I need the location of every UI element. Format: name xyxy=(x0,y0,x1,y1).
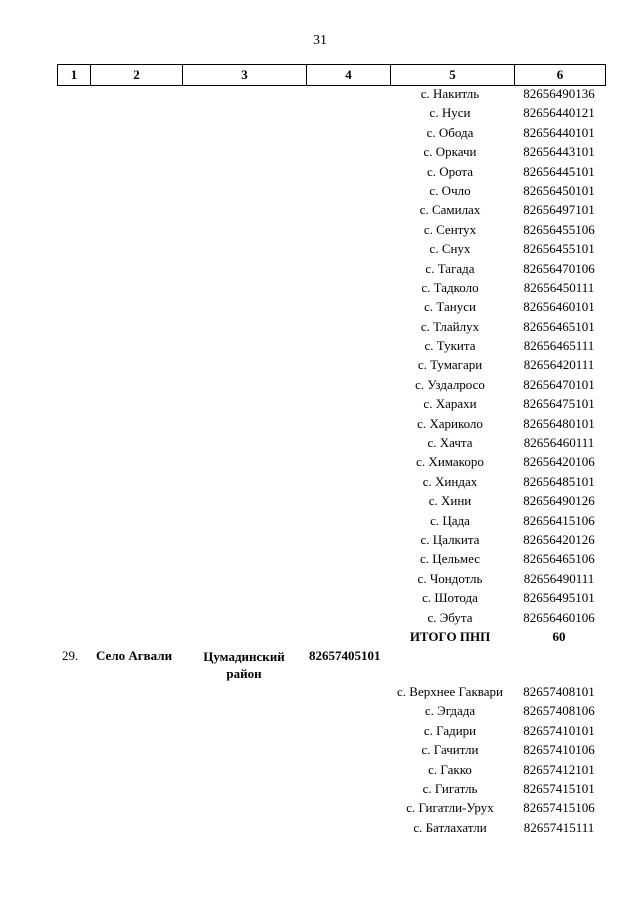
table-row xyxy=(0,610,640,629)
settlement-name: с. Оркачи xyxy=(423,144,477,160)
settlement-code: 82656420111 xyxy=(523,357,595,373)
settlement-name: с. Очло xyxy=(429,182,471,198)
settlement-code: 82656455101 xyxy=(523,241,595,257)
settlement-code: 82656465106 xyxy=(523,551,595,567)
settlement-name: с. Батлахатли xyxy=(413,819,487,835)
table-row xyxy=(0,474,640,493)
settlement-name: с. Гигатль xyxy=(422,780,478,796)
settlement-name: с. Хиндах xyxy=(422,473,478,489)
header-col-6: 6 xyxy=(515,65,606,86)
settlement-name: с. Снух xyxy=(429,241,471,257)
settlement-code: 82656440101 xyxy=(523,124,595,140)
settlement-code: 82656465101 xyxy=(523,318,595,334)
settlement-name: с. Сентух xyxy=(423,221,477,237)
settlement-name: с. Цалкита xyxy=(420,531,480,547)
settlement-code: 82656490126 xyxy=(523,493,595,509)
header-col-1: 1 xyxy=(58,65,91,86)
table-row xyxy=(0,590,640,609)
entry-district-line2: район xyxy=(226,666,262,681)
table-row xyxy=(0,513,640,532)
settlement-code: 82656470101 xyxy=(523,376,595,392)
settlement-name: с. Тануси xyxy=(424,299,476,315)
settlement-name: с. Обода xyxy=(426,124,474,140)
table-row xyxy=(0,820,640,839)
settlement-code: 82656443101 xyxy=(523,144,595,160)
settlement-name: с. Тагада xyxy=(425,260,475,276)
settlement-name: с. Тадколо xyxy=(421,279,479,295)
table-row xyxy=(0,377,640,396)
table-row xyxy=(0,703,640,722)
total-row xyxy=(0,629,640,648)
table-row xyxy=(0,319,640,338)
table-row xyxy=(0,416,640,435)
settlement-name: с. Гакко xyxy=(428,761,472,777)
table-row xyxy=(0,684,640,703)
table-row xyxy=(0,357,640,376)
table-row xyxy=(0,800,640,819)
settlement-name: с. Орота xyxy=(426,163,474,179)
table-row xyxy=(0,299,640,318)
settlement-code: 82657410101 xyxy=(523,722,595,738)
settlement-code: 82656445101 xyxy=(523,163,595,179)
settlement-name: с. Тумагари xyxy=(417,357,483,373)
table-row xyxy=(0,493,640,512)
settlement-code: 82656460101 xyxy=(523,299,595,315)
settlement-name: с. Цельмес xyxy=(420,551,480,567)
settlement-code: 82656420126 xyxy=(523,531,595,547)
entry-district-line1: Цумадинский xyxy=(203,649,285,664)
header-col-5: 5 xyxy=(391,65,515,86)
settlement-name: с. Цада xyxy=(430,512,470,528)
table-row xyxy=(0,742,640,761)
settlement-code: 82656450111 xyxy=(523,279,595,295)
entry-district xyxy=(183,648,305,682)
settlement-code: 82656465111 xyxy=(523,338,595,354)
settlement-code: 82656460111 xyxy=(523,435,595,451)
table-row xyxy=(0,571,640,590)
table-row xyxy=(0,222,640,241)
settlement-code: 82656470106 xyxy=(523,260,595,276)
entry-name: Село Агвали xyxy=(96,648,173,663)
table-row xyxy=(0,125,640,144)
settlement-name: с. Самилах xyxy=(419,202,481,218)
table-row xyxy=(0,723,640,742)
table-row xyxy=(0,551,640,570)
table-row xyxy=(0,435,640,454)
settlement-name: с. Верхнее Гаквари xyxy=(397,684,503,699)
entry-number: 29. xyxy=(62,648,79,663)
settlement-code: 82656450101 xyxy=(523,182,595,198)
settlement-code: 82656475101 xyxy=(523,396,595,412)
header-col-2: 2 xyxy=(91,65,183,86)
settlement-name: с. Гачитли xyxy=(421,742,479,758)
entry-code: 82657405101 xyxy=(309,648,381,663)
page-number: 31 xyxy=(313,33,327,48)
settlement-code: 82657410106 xyxy=(523,742,595,758)
settlement-code: 82657415111 xyxy=(523,819,595,835)
settlement-code: 82656460106 xyxy=(523,609,595,625)
table-row xyxy=(0,762,640,781)
settlement-name: с. Химакоро xyxy=(416,454,484,470)
settlement-code: 82656420106 xyxy=(523,454,595,470)
table-row xyxy=(0,164,640,183)
table-row xyxy=(0,532,640,551)
settlement-name: с. Эгдада xyxy=(424,703,476,719)
table-header xyxy=(57,64,606,86)
settlement-code: 82656440121 xyxy=(523,105,595,121)
settlement-code: 82656495101 xyxy=(523,590,595,606)
settlement-code: 82656415106 xyxy=(523,512,595,528)
settlement-code: 82656455106 xyxy=(523,221,595,237)
settlement-name: с. Хини xyxy=(428,493,472,509)
settlement-name: с. Хачта xyxy=(427,435,473,451)
settlement-list-2 xyxy=(0,684,640,839)
settlement-list xyxy=(0,86,640,648)
settlement-code: 82657415101 xyxy=(523,780,595,796)
settlement-code: 82656490136 xyxy=(523,86,595,101)
settlement-code: 82657408101 xyxy=(523,684,595,699)
header-col-4: 4 xyxy=(307,65,391,86)
settlement-name: с. Шотода xyxy=(422,590,478,606)
table-row xyxy=(0,338,640,357)
settlement-code: 82656490111 xyxy=(523,570,595,586)
settlement-code: 82656497101 xyxy=(523,202,595,218)
settlement-name: с. Харахи xyxy=(423,396,477,412)
settlement-name: с. Чондотль xyxy=(417,570,483,586)
settlement-code: 82657412101 xyxy=(523,761,595,777)
table-row xyxy=(0,781,640,800)
table-row xyxy=(0,202,640,221)
settlement-name: с. Тлайлух xyxy=(420,318,480,334)
settlement-entry xyxy=(0,648,640,684)
table-row xyxy=(0,105,640,124)
settlement-name: с. Гадири xyxy=(423,722,477,738)
table-row xyxy=(0,280,640,299)
table-row xyxy=(0,144,640,163)
settlement-code: 82656480101 xyxy=(523,415,595,431)
settlement-name: с. Эбута xyxy=(427,609,473,625)
total-label: ИТОГО ПНП xyxy=(409,628,491,644)
table-row xyxy=(0,86,640,105)
settlement-code: 82656485101 xyxy=(523,473,595,489)
table-row xyxy=(0,261,640,280)
settlement-name: с. Накитль xyxy=(420,86,480,101)
total-value: 60 xyxy=(552,628,566,644)
table-row xyxy=(0,241,640,260)
settlement-code: 82657408106 xyxy=(523,703,595,719)
table-row xyxy=(0,183,640,202)
table-row xyxy=(0,396,640,415)
table-row xyxy=(0,454,640,473)
settlement-code: 82657415106 xyxy=(523,800,595,816)
settlement-name: с. Гигатли-Урух xyxy=(406,800,494,816)
settlement-name: с. Хариколо xyxy=(417,415,483,431)
settlement-name: с. Тукита xyxy=(424,338,476,354)
settlement-name: с. Уздалросо xyxy=(415,376,485,392)
settlement-name: с. Нуси xyxy=(429,105,471,121)
header-col-3: 3 xyxy=(183,65,307,86)
